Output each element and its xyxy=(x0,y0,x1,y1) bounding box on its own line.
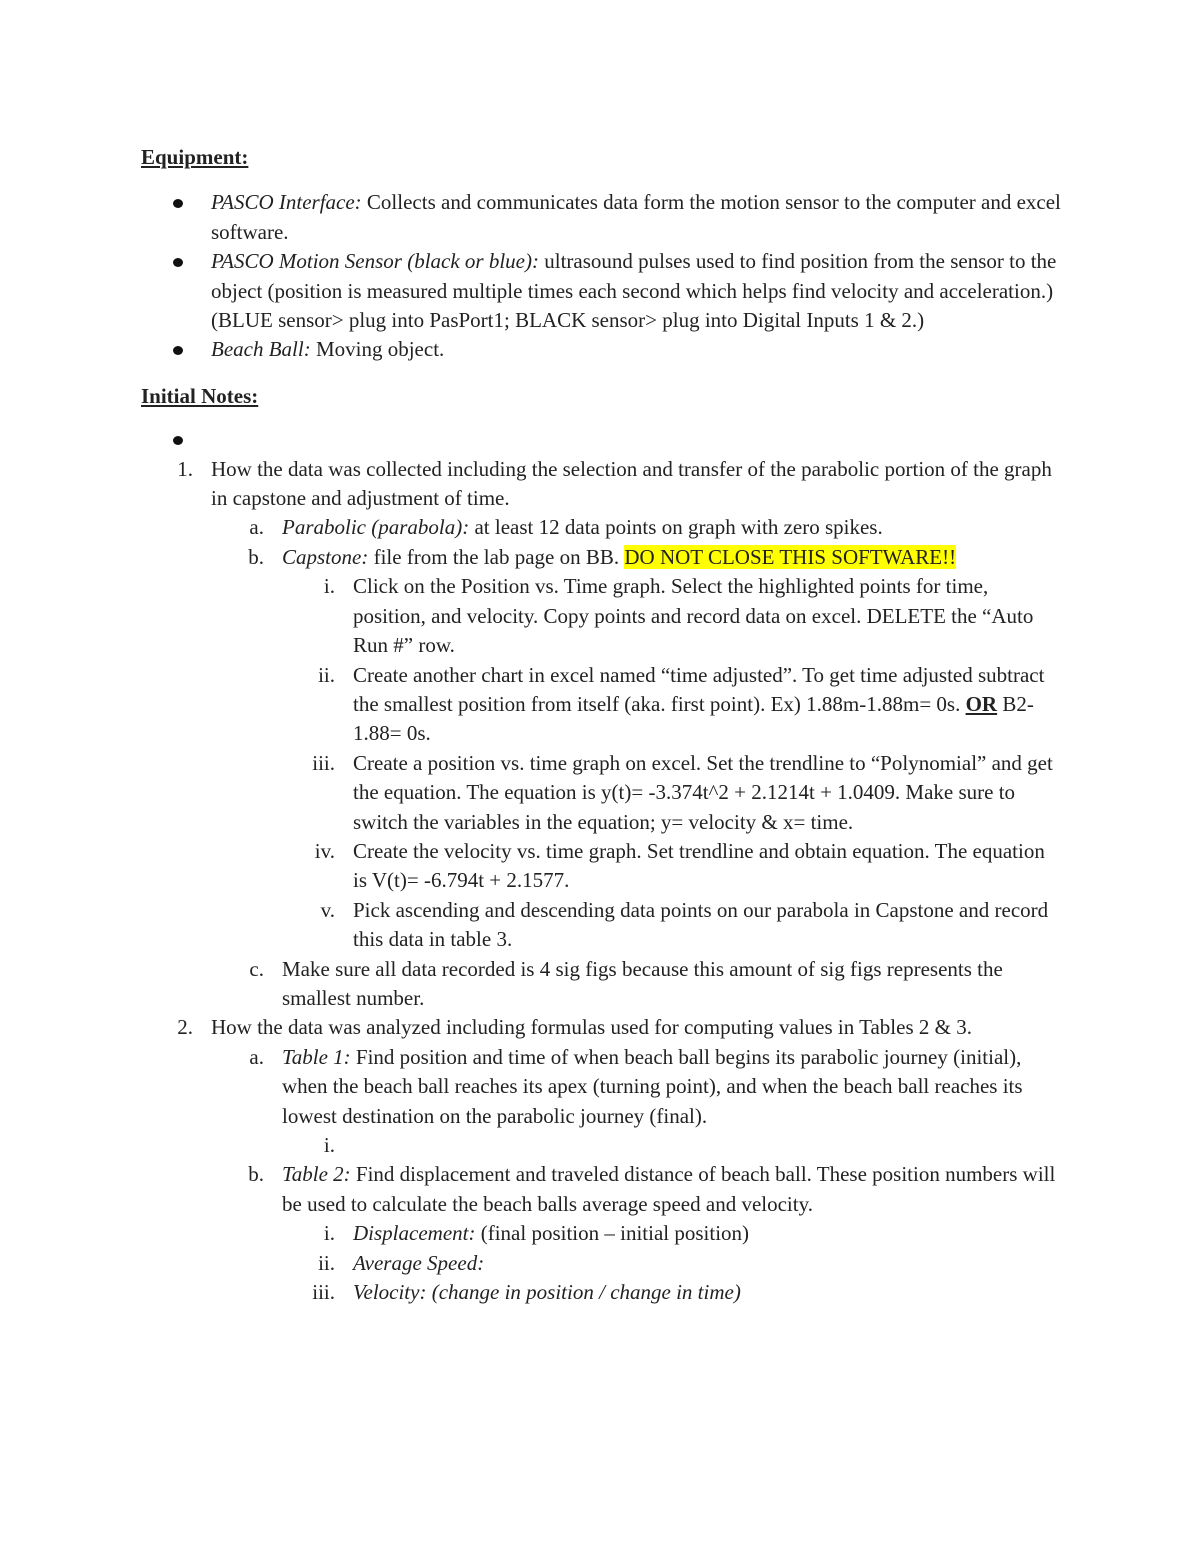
document-body xyxy=(141,143,1061,1307)
item-text: Make sure all data recorded is 4 sig figs because this amount of sig figs represents the smallest number. xyxy=(282,956,1003,1010)
item-term: Velocity: (change in position / change in time) xyxy=(353,1280,741,1305)
item-text: Collects and communicates data form the motion sensor to the computer and excel software. xyxy=(211,190,1061,244)
list-marker: iii. xyxy=(312,1280,335,1305)
item-text-continued: B2-1.88= 0s. xyxy=(353,691,1034,746)
notes-item-1b-iii xyxy=(141,749,1061,837)
item-text: Create the velocity vs. time graph. Set trendline and obtain equation. The equation is V(t)= -6.794t + 2.1577. xyxy=(353,838,1045,893)
notes-item-2b-i xyxy=(141,1219,1061,1248)
or-emphasis: OR xyxy=(965,691,998,716)
highlighted-warning: DO NOT CLOSE THIS SOFTWARE!! xyxy=(624,544,957,569)
item-text: How the data was collected including the selection and transfer of the parabolic portion of the graph in capstone and adjustment of time. xyxy=(211,456,1052,511)
list-marker: 2. xyxy=(177,1015,193,1040)
list-marker: v. xyxy=(320,897,335,922)
notes-item-2b xyxy=(141,1160,1061,1219)
notes-item-1b-i xyxy=(141,572,1061,660)
notes-item-2b-ii xyxy=(141,1249,1061,1278)
bullet-icon xyxy=(173,258,183,267)
list-marker: ii. xyxy=(318,1250,335,1275)
item-text: How the data was analyzed including formulas used for computing values in Tables 2 & 3. xyxy=(211,1015,972,1040)
item-term: Capstone: xyxy=(282,544,369,569)
item-term: Table 2: xyxy=(282,1162,351,1187)
notes-item-1b-ii xyxy=(141,661,1061,749)
notes-item-2 xyxy=(141,1013,1061,1042)
equipment-item-motion-sensor xyxy=(141,247,1061,335)
notes-item-1a xyxy=(141,513,1061,542)
item-text: Create another chart in excel named “time adjusted”. To get time adjusted subtract the smallest position from itself (aka. first point). Ex) 1.88m-1.88m= 0s. xyxy=(353,662,1045,716)
notes-item-1b-v xyxy=(141,896,1061,955)
notes-item-2a-i xyxy=(141,1131,1061,1160)
item-text: ultrasound pulses used to find position from the sensor to the object (position is measured multiple times each second which helps find velocity and acceleration.) (BLUE sensor> plug into PasPort1; BLACK sensor> plug into Digital Inputs 1 & 2.) xyxy=(211,249,1057,333)
notes-item-1b-iv xyxy=(141,837,1061,896)
notes-item-2b-iii xyxy=(141,1278,1061,1307)
list-marker: 1. xyxy=(177,456,193,481)
notes-item-1c xyxy=(141,955,1061,1014)
list-marker: a. xyxy=(249,515,264,540)
list-marker: b. xyxy=(248,544,264,569)
item-text: Create a position vs. time graph on excel. Set the trendline to “Polynomial” and get the equation. The equation is y(t)= -3.374t^2 + 2.1214t + 1.0409. Make sure to switch the variables in the equation; y= velocity & x= time. xyxy=(353,750,1053,834)
initial-notes-heading: Initial Notes: xyxy=(141,383,259,408)
list-marker: iii. xyxy=(312,750,335,775)
item-text: (final position – initial position) xyxy=(475,1221,750,1246)
item-term: Displacement: xyxy=(353,1221,476,1246)
bullet-icon xyxy=(173,346,183,355)
equipment-item-interface xyxy=(141,188,1061,247)
item-text: Moving object. xyxy=(310,337,445,362)
list-marker: c. xyxy=(249,956,264,981)
equipment-heading: Equipment: xyxy=(141,145,249,169)
item-term: PASCO Motion Sensor (black or blue): xyxy=(211,249,539,274)
item-text: Click on the Position vs. Time graph. Select the highlighted points for time, position, and velocity. Copy points and record data on excel. DELETE the “Auto Run #” row. xyxy=(353,574,1034,658)
item-term: Table 1: xyxy=(282,1044,351,1069)
item-text: Find displacement and traveled distance of beach ball. These position numbers will be used to calculate the beach balls average speed and velocity. xyxy=(282,1162,1056,1216)
bullet-icon xyxy=(173,199,183,208)
item-text: at least 12 data points on graph with zero spikes. xyxy=(469,515,883,540)
list-marker: ii. xyxy=(318,662,335,687)
notes-item-1 xyxy=(141,455,1061,514)
item-term: PASCO Interface: xyxy=(211,190,362,215)
equipment-item-beach-ball xyxy=(141,335,1061,364)
item-term: Beach Ball: xyxy=(211,337,311,362)
notes-item-1b xyxy=(141,543,1061,572)
notes-item-2a xyxy=(141,1043,1061,1131)
list-marker: iv. xyxy=(314,838,335,863)
list-marker: i. xyxy=(323,574,335,599)
item-term: Parabolic (parabola): xyxy=(282,515,470,540)
item-text: file from the lab page on BB. xyxy=(368,544,625,569)
item-text: Pick ascending and descending data points on our parabola in Capstone and record this data in table 3. xyxy=(353,897,1049,952)
list-marker: i. xyxy=(323,1221,335,1246)
list-marker: b. xyxy=(248,1162,264,1187)
list-marker: a. xyxy=(249,1044,264,1069)
empty-bullet-item xyxy=(141,425,1061,454)
item-term: Average Speed: xyxy=(353,1250,485,1275)
item-text: Find position and time of when beach ball begins its parabolic journey (initial), when the beach ball reaches its apex (turning point), and when the beach ball reaches its lowest destination on the parabolic journey (final). xyxy=(282,1044,1023,1128)
list-marker: i. xyxy=(323,1133,335,1157)
bullet-icon xyxy=(173,436,183,445)
